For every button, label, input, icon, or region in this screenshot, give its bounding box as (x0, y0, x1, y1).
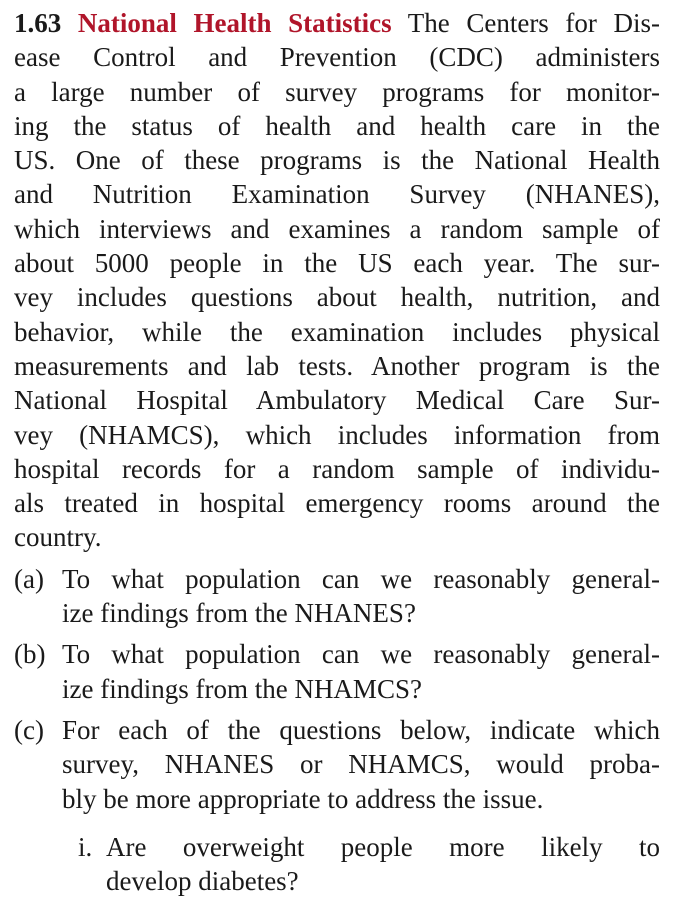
intro-line: measurements and lab tests. Another program is the (14, 350, 660, 381)
part-line (14, 713, 660, 747)
intro-line: country. (14, 522, 102, 553)
part-a (14, 562, 660, 631)
part-line (14, 562, 660, 596)
part-line: ize findings from the NHAMCS? (62, 673, 422, 704)
problem-intro (14, 6, 660, 555)
part-line (14, 637, 660, 671)
part-label: (b) (14, 639, 46, 670)
intro-line: ease Control and Prevention (CDC) administers (14, 42, 660, 73)
part-line: survey, NHANES or NHAMCS, would proba- (62, 749, 660, 780)
intro-line: vey (NHAMCS), which includes information from (14, 419, 660, 450)
intro-line: and Nutrition Examination Survey (NHANES), (14, 179, 660, 210)
part-b (14, 637, 660, 706)
part-line: bly be more appropriate to address the issue. (62, 783, 544, 814)
part-c (14, 713, 660, 816)
intro-line: about 5000 people in the US each year. The sur- (14, 248, 660, 279)
subpart-label: i. (78, 831, 93, 862)
intro-line: als treated in hospital emergency rooms around the (14, 488, 660, 519)
intro-line: National Hospital Ambulatory Medical Care Sur- (14, 385, 660, 416)
subpart-i (14, 830, 660, 899)
part-label: (a) (14, 563, 44, 594)
intro-line: ing the status of health and health care in the (14, 110, 660, 141)
subpart-text: Are overweight people more likely to (106, 831, 660, 862)
intro-line: hospital records for a random sample of individu- (14, 453, 660, 484)
part-text: To what population can we reasonably general- (62, 563, 660, 594)
intro-line-1 (14, 6, 660, 40)
problem-number: 1.63 (14, 8, 62, 38)
subpart-line (78, 830, 660, 864)
intro-line: a large number of survey programs for monitor- (14, 76, 660, 107)
intro-line: US. One of these programs is the National Health (14, 145, 660, 176)
problem-title: National Health Statistics (77, 8, 392, 38)
intro-text: The Centers for Dis- (407, 8, 661, 38)
part-line: ize findings from the NHANES? (62, 598, 416, 629)
intro-line: vey includes questions about health, nutrition, and (14, 282, 660, 313)
part-text: To what population can we reasonably general- (62, 639, 660, 670)
subpart-line: develop diabetes? (106, 866, 299, 897)
intro-line: which interviews and examines a random sample of (14, 213, 660, 244)
part-label: (c) (14, 714, 44, 745)
intro-line: behavior, while the examination includes physical (14, 316, 660, 347)
exercise-block (14, 6, 660, 898)
part-text: For each of the questions below, indicate which (62, 714, 660, 745)
